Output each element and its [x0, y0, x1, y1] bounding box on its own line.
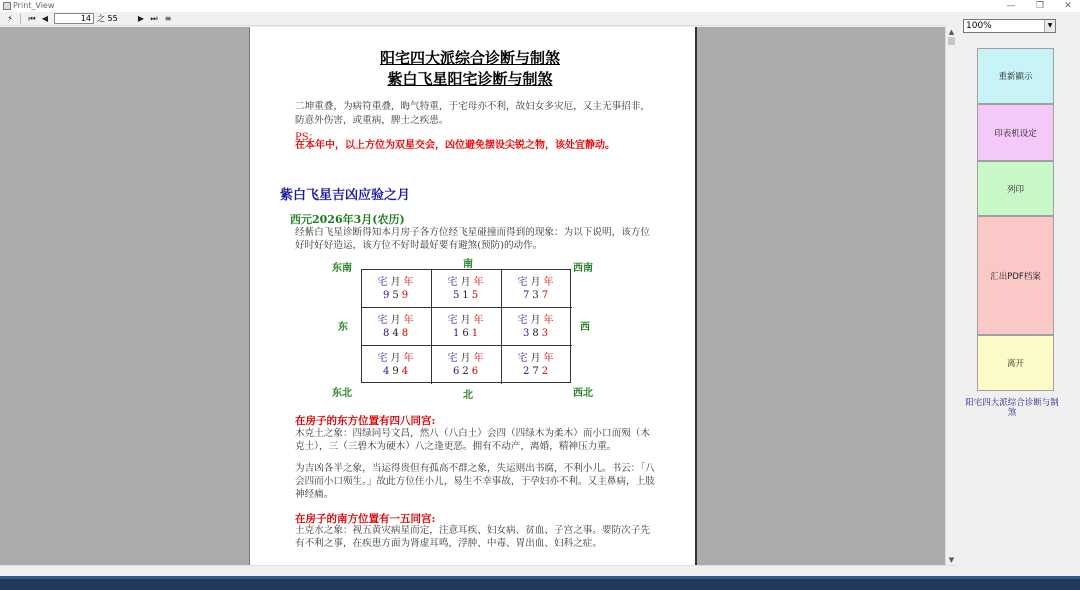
print-button[interactable]: 列印 — [977, 161, 1054, 216]
cell-numbers: 515 — [452, 290, 482, 301]
cell-numbers: 959 — [382, 290, 412, 301]
grid-cell-southeast — [362, 270, 432, 308]
panel-caption: 阳宅四大派综合诊断与制煞 — [965, 398, 1059, 418]
direction-northwest: 西北 — [573, 388, 593, 399]
intro-paragraph: 二坤重叠，为病符重叠，晦气特重，于宅母亦不利，故妇女多灾厄，又主无事招非，防意外伤害，或重病，脾土之疾患。 — [295, 101, 650, 126]
direction-north: 北 — [463, 390, 473, 401]
taskbar — [0, 576, 1080, 590]
app-icon — [3, 2, 11, 10]
direction-south: 南 — [463, 259, 473, 270]
exit-button[interactable]: 离开 — [977, 335, 1054, 391]
prev-page-icon[interactable]: ◀ — [41, 14, 49, 23]
taskbar-strip — [0, 576, 1080, 579]
cell-labels: 宅月年 — [517, 353, 557, 364]
grid-cell-northwest — [502, 346, 572, 384]
east-section-text-1: 木克土之象：四绿同号文昌，然八（八白土）会四（四绿木为柔木）而小口而殒（木克土），三（三碧木为硬木）八之逢更恶。拥有不动产，离婚，精神压力重。 — [295, 428, 650, 452]
cell-numbers: 161 — [452, 328, 482, 339]
direction-southwest: 西南 — [573, 263, 593, 274]
first-page-icon[interactable]: ⏮ — [28, 14, 36, 23]
dropdown-arrow-icon[interactable]: ▼ — [1044, 20, 1055, 32]
cell-labels: 宅月年 — [517, 277, 557, 288]
cell-labels: 宅月年 — [517, 315, 557, 326]
direction-east: 东 — [338, 322, 348, 333]
zoom-select[interactable] — [963, 19, 1056, 33]
east-section-heading: 在房子的东方位置有四八同宫: — [295, 415, 436, 427]
month-title: 西元2026年3月(农历) — [290, 213, 405, 226]
menu-icon[interactable]: ≡ — [164, 14, 172, 23]
title-bar — [0, 0, 1080, 12]
report-page — [249, 27, 697, 565]
toolbar-separator — [20, 14, 21, 24]
grid-cell-south — [432, 270, 502, 308]
page-total-label: 之 55 — [97, 14, 118, 23]
cell-numbers: 737 — [522, 290, 552, 301]
direction-northeast: 东北 — [332, 388, 352, 399]
zoom-value: 100% — [966, 21, 992, 31]
cell-labels: 宅月年 — [447, 353, 487, 364]
grid-cell-center — [432, 308, 502, 346]
cell-numbers: 494 — [382, 366, 412, 377]
direction-southeast: 东南 — [332, 263, 352, 274]
horizontal-scrollbar[interactable] — [0, 565, 956, 576]
minimize-button[interactable]: — — [1006, 1, 1016, 11]
south-section-text: 土克水之象：视五黄灾病星而定，注意耳疾、妇女病、贫血、子宫之事。要防次子先有不利之事，在疾患方面为肾虚耳鸣，浮肿、中毒、胃出血、妇科之症。 — [295, 525, 650, 549]
grid-cell-west — [502, 308, 572, 346]
next-page-icon[interactable]: ▶ — [137, 14, 145, 23]
window-title: Print_View — [13, 1, 55, 10]
cell-numbers: 383 — [522, 328, 552, 339]
grid-cell-northeast — [362, 346, 432, 384]
report-toolbar — [0, 12, 947, 26]
cell-labels: 宅月年 — [377, 277, 417, 288]
document-subtitle: 紫白飞星阳宅诊断与制煞 — [387, 70, 553, 88]
close-button[interactable]: ✕ — [1064, 1, 1072, 11]
printer-setup-button[interactable]: 印表机设定 — [977, 104, 1054, 161]
grid-cell-east — [362, 308, 432, 346]
direction-west: 西 — [580, 322, 590, 333]
page-number-input[interactable] — [54, 13, 94, 24]
last-page-icon[interactable]: ⏭ — [150, 14, 158, 23]
lightning-icon[interactable]: ⚡ — [7, 14, 13, 23]
cell-numbers: 626 — [452, 366, 482, 377]
scroll-up-arrow-icon[interactable]: ▲ — [948, 28, 955, 36]
cell-numbers: 272 — [522, 366, 552, 377]
ps-warning-text: 在本年中，以上方位为双星交会，凶位避免摆设尖锐之物，该处宜静动。 — [295, 140, 615, 151]
section-title: 紫白飞星吉凶应验之月 — [280, 188, 411, 203]
document-title: 阳宅四大派综合诊断与制煞 — [379, 49, 560, 67]
ps-label: PS： — [295, 132, 319, 143]
cell-labels: 宅月年 — [377, 315, 417, 326]
month-description: 经紫白飞星诊断得知本月房子各方位经飞星碰撞而得到的现象：为以下说明，该方位好时好好造运，该方位不好时最好要有避煞(预防)的动作。 — [295, 227, 650, 251]
scroll-down-arrow-icon[interactable]: ▼ — [948, 556, 955, 564]
cell-labels: 宅月年 — [447, 315, 487, 326]
scrollbar-thumb[interactable] — [948, 37, 955, 45]
export-pdf-button[interactable]: 汇出PDF档案 — [977, 216, 1054, 335]
grid-cell-north — [432, 346, 502, 384]
vertical-scrollbar[interactable] — [945, 27, 956, 565]
cell-labels: 宅月年 — [447, 277, 487, 288]
flying-star-grid — [361, 269, 571, 383]
refresh-button[interactable]: 重新顯示 — [977, 48, 1054, 104]
cell-labels: 宅月年 — [377, 353, 417, 364]
grid-cell-southwest — [502, 270, 572, 308]
south-section-heading: 在房子的南方位置有一五同宫: — [295, 513, 436, 525]
cell-numbers: 848 — [382, 328, 412, 339]
maximize-button[interactable]: ❐ — [1035, 1, 1045, 11]
east-section-text-2: 为吉凶各半之象，当运得贵但有孤高不群之象，失运则出书腐，不利小儿。书云：「八会四而小口殒生。」故此方位住小儿，易生不幸事故，于孕妇亦不利。又主鼻病，上肢神经痛。 — [295, 463, 655, 500]
